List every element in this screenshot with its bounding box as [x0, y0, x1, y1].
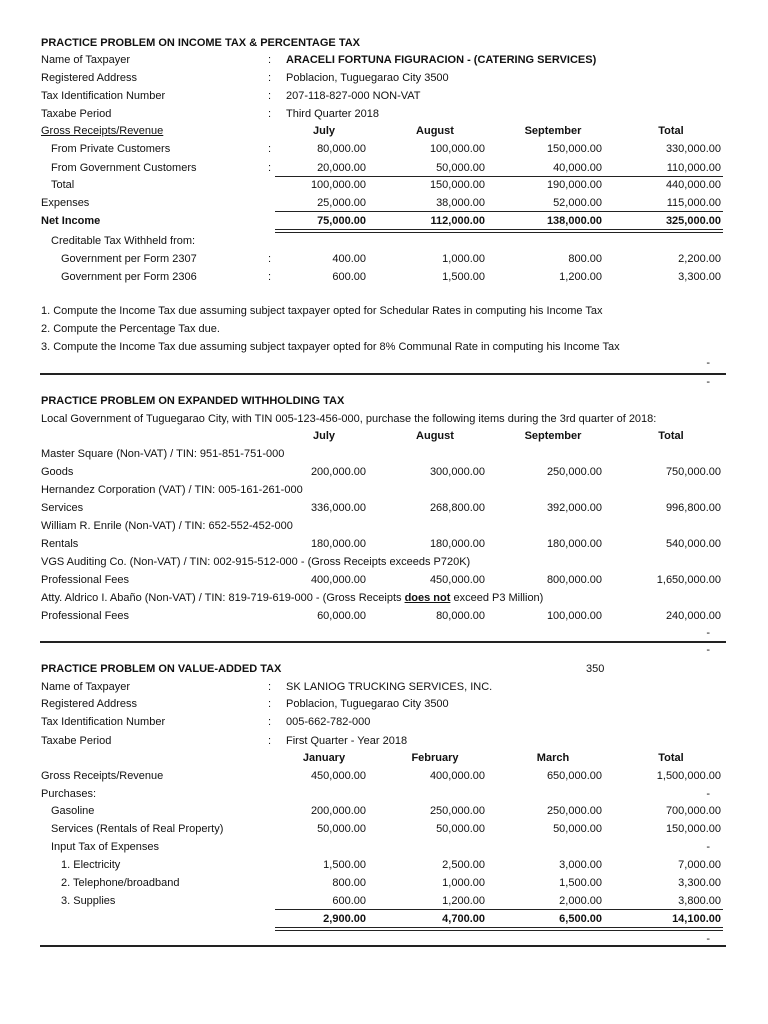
- label-taxpayer-name: Name of Taxpayer: [41, 54, 131, 66]
- cell: 50,000.00: [553, 823, 602, 835]
- label-taxpayer-name: Name of Taxpayer: [41, 681, 131, 693]
- side-number: 350: [586, 663, 605, 675]
- label-tin: Tax Identification Number: [41, 90, 166, 102]
- cell: 1,200.00: [559, 271, 602, 283]
- registered-address: Poblacion, Tuguegarao City 3500: [286, 72, 449, 84]
- label-form-2307: Government per Form 2307: [61, 253, 197, 265]
- cell: 3,000.00: [559, 859, 602, 871]
- cell: 190,000.00: [546, 179, 602, 191]
- label-registered-address: Registered Address: [41, 698, 137, 710]
- cell: 400.00: [332, 253, 366, 265]
- col-header-september: September: [524, 125, 582, 137]
- cell: 150,000.00: [546, 143, 602, 155]
- cell: 1,500,000.00: [656, 770, 721, 782]
- cell: 112,000.00: [430, 215, 485, 227]
- col-header-total: Total: [658, 430, 684, 442]
- cell: 25,000.00: [317, 197, 366, 209]
- label-input-tax: Input Tax of Expenses: [51, 841, 160, 853]
- cell: 2,500.00: [442, 859, 485, 871]
- dash-mark: -: [706, 376, 710, 388]
- dash-mark: -: [706, 841, 710, 853]
- cell: 1,000.00: [442, 877, 485, 889]
- taxpayer-name: ARACELI FORTUNA FIGURACION - (CATERING SERVICES): [286, 54, 597, 66]
- cell: 1,500.00: [559, 877, 602, 889]
- cell: 150,000.00: [665, 823, 721, 835]
- supplier-text: Atty. Aldrico I. Abaño (Non-VAT) / TIN: 819-719-619-000 - (Gross Receipts: [41, 592, 405, 604]
- colon: :: [268, 143, 272, 155]
- subtotal-rule: [275, 909, 723, 910]
- cell: 60,000.00: [317, 610, 366, 622]
- vat-title: PRACTICE PROBLEM ON VALUE-ADDED TAX: [41, 663, 282, 675]
- grand-total-rule: [275, 927, 723, 931]
- cell: 3,300.00: [678, 877, 721, 889]
- supplier-text: exceed P3 Million): [450, 592, 544, 604]
- registered-address: Poblacion, Tuguegarao City 3500: [286, 698, 449, 710]
- item-label: Professional Fees: [41, 574, 130, 586]
- cell: 50,000.00: [436, 162, 485, 174]
- cell: 400,000.00: [310, 574, 366, 586]
- item-label: Rentals: [41, 538, 79, 550]
- label-expenses: Expenses: [41, 197, 90, 209]
- supplier-line: VGS Auditing Co. (Non-VAT) / TIN: 002-915-512-000 - (Gross Receipts exceeds P720K): [41, 556, 471, 568]
- cell: 996,800.00: [665, 502, 721, 514]
- section-divider: [40, 945, 726, 947]
- dash-mark: -: [706, 357, 710, 369]
- cell: 240,000.00: [665, 610, 721, 622]
- dash-mark: -: [706, 933, 710, 945]
- cell: 600.00: [332, 895, 366, 907]
- cell: 38,000.00: [436, 197, 485, 209]
- cell: 3,300.00: [678, 271, 721, 283]
- col-header-total: Total: [658, 752, 684, 764]
- colon: :: [268, 716, 272, 728]
- cell: 700,000.00: [665, 805, 721, 817]
- dash-mark: -: [706, 644, 710, 656]
- colon: :: [268, 735, 272, 747]
- cell: 250,000.00: [429, 805, 485, 817]
- cell: 400,000.00: [429, 770, 485, 782]
- label-government-customers: From Government Customers: [51, 162, 197, 174]
- cell: 138,000.00: [546, 215, 602, 227]
- label-total: Total: [51, 179, 75, 191]
- cell: 1,500.00: [442, 271, 485, 283]
- cell: 330,000.00: [665, 143, 721, 155]
- cell: 650,000.00: [546, 770, 602, 782]
- section-divider: [40, 373, 726, 375]
- subtotal-rule: [275, 211, 723, 212]
- income-tax-title: PRACTICE PROBLEM ON INCOME TAX & PERCENTAGE TAX: [41, 37, 361, 49]
- cell: 50,000.00: [317, 823, 366, 835]
- label-gasoline: Gasoline: [51, 805, 95, 817]
- col-header-july: July: [312, 125, 335, 137]
- cell: 2,200.00: [678, 253, 721, 265]
- cell: 20,000.00: [317, 162, 366, 174]
- colon: :: [268, 271, 272, 283]
- item-label: Goods: [41, 466, 74, 478]
- cell: 268,800.00: [429, 502, 485, 514]
- cell: 7,000.00: [678, 859, 721, 871]
- cell: 450,000.00: [310, 770, 366, 782]
- cell: 600.00: [332, 271, 366, 283]
- label-taxable-period: Taxabe Period: [41, 108, 112, 120]
- cell: 2,000.00: [559, 895, 602, 907]
- cell: 80,000.00: [436, 610, 485, 622]
- item-label: Services: [41, 502, 84, 514]
- item-label: Professional Fees: [41, 610, 130, 622]
- colon: :: [268, 72, 272, 84]
- cell: 100,000.00: [310, 179, 366, 191]
- cell: 52,000.00: [553, 197, 602, 209]
- question-3: 3. Compute the Income Tax due assuming subject taxpayer opted for 8% Communal Rate in computing his Income Tax: [41, 341, 620, 353]
- label-net-income: Net Income: [41, 215, 101, 227]
- col-header-march: March: [536, 752, 570, 764]
- cell: 450,000.00: [429, 574, 485, 586]
- supplier-line: William R. Enrile (Non-VAT) / TIN: 652-552-452-000: [41, 520, 293, 532]
- label-creditable-tax: Creditable Tax Withheld from:: [51, 235, 196, 247]
- cell: 3,800.00: [678, 895, 721, 907]
- cell: 50,000.00: [436, 823, 485, 835]
- dash-mark: -: [706, 627, 710, 639]
- subtotal-rule: [275, 176, 723, 177]
- col-header-july: July: [312, 430, 335, 442]
- taxable-period: First Quarter - Year 2018: [286, 735, 408, 747]
- cell: 440,000.00: [665, 179, 721, 191]
- label-registered-address: Registered Address: [41, 72, 137, 84]
- taxpayer-name: SK LANIOG TRUCKING SERVICES, INC.: [286, 681, 493, 693]
- cell: 800.00: [332, 877, 366, 889]
- cell: 1,650,000.00: [656, 574, 721, 586]
- cell: 1,000.00: [442, 253, 485, 265]
- cell: 40,000.00: [553, 162, 602, 174]
- label-tin: Tax Identification Number: [41, 716, 166, 728]
- label-form-2306: Government per Form 2306: [61, 271, 197, 283]
- cell: 180,000.00: [310, 538, 366, 550]
- cell: 250,000.00: [546, 805, 602, 817]
- cell: 14,100.00: [672, 913, 721, 925]
- cell: 75,000.00: [317, 215, 366, 227]
- label-services-rentals: Services (Rentals of Real Property): [51, 823, 224, 835]
- cell: 180,000.00: [546, 538, 602, 550]
- supplier-line: Master Square (Non-VAT) / TIN: 951-851-751-000: [41, 448, 285, 460]
- colon: :: [268, 90, 272, 102]
- colon: :: [268, 108, 272, 120]
- colon: :: [268, 162, 272, 174]
- cell: 1,500.00: [323, 859, 366, 871]
- taxable-period: Third Quarter 2018: [286, 108, 379, 120]
- cell: 80,000.00: [317, 143, 366, 155]
- cell: 325,000.00: [665, 215, 721, 227]
- colon: :: [268, 54, 272, 66]
- cell: 300,000.00: [429, 466, 485, 478]
- cell: 100,000.00: [546, 610, 602, 622]
- cell: 800.00: [568, 253, 602, 265]
- cell: 4,700.00: [442, 913, 485, 925]
- section-divider: [40, 641, 726, 643]
- supplier-line: [41, 591, 543, 605]
- tin-value: 005-662-782-000: [286, 716, 371, 728]
- cell: 750,000.00: [665, 466, 721, 478]
- col-header-september: September: [524, 430, 582, 442]
- colon: :: [268, 698, 272, 710]
- label-supplies: 3. Supplies: [61, 895, 116, 907]
- cell: 100,000.00: [429, 143, 485, 155]
- label-purchases: Purchases:: [41, 788, 97, 800]
- cell: 336,000.00: [310, 502, 366, 514]
- ewt-title: PRACTICE PROBLEM ON EXPANDED WITHHOLDING TAX: [41, 395, 345, 407]
- cell: 180,000.00: [429, 538, 485, 550]
- cell: 150,000.00: [429, 179, 485, 191]
- col-header-august: August: [416, 125, 454, 137]
- label-private-customers: From Private Customers: [51, 143, 171, 155]
- ewt-intro: Local Government of Tuguegarao City, with TIN 005-123-456-000, purchase the following items during the 3rd quarter of 2018:: [41, 413, 657, 425]
- label-gross-receipts: Gross Receipts/Revenue: [41, 125, 164, 137]
- cell: 200,000.00: [310, 466, 366, 478]
- supplier-line: Hernandez Corporation (VAT) / TIN: 005-161-261-000: [41, 484, 303, 496]
- col-header-august: August: [416, 430, 454, 442]
- grand-total-rule: [275, 229, 723, 233]
- col-header-total: Total: [658, 125, 684, 137]
- col-header-january: January: [302, 752, 346, 764]
- cell: 1,200.00: [442, 895, 485, 907]
- cell: 250,000.00: [546, 466, 602, 478]
- label-taxable-period: Taxabe Period: [41, 735, 112, 747]
- cell: 2,900.00: [323, 913, 366, 925]
- label-telephone: 2. Telephone/broadband: [61, 877, 180, 889]
- col-header-february: February: [411, 752, 459, 764]
- dash-mark: -: [706, 788, 710, 800]
- tin-value: 207-118-827-000 NON-VAT: [286, 90, 421, 102]
- colon: :: [268, 681, 272, 693]
- cell: 110,000.00: [666, 162, 721, 174]
- supplier-emphasis: does not: [404, 592, 451, 604]
- cell: 200,000.00: [310, 805, 366, 817]
- cell: 800,000.00: [546, 574, 602, 586]
- question-1: 1. Compute the Income Tax due assuming subject taxpayer opted for Schedular Rates in computing his Income Tax: [41, 305, 603, 317]
- cell: 115,000.00: [666, 197, 721, 209]
- cell: 392,000.00: [546, 502, 602, 514]
- label-electricity: 1. Electricity: [61, 859, 121, 871]
- question-2: 2. Compute the Percentage Tax due.: [41, 323, 220, 335]
- cell: 6,500.00: [559, 913, 602, 925]
- colon: :: [268, 253, 272, 265]
- cell: 540,000.00: [665, 538, 721, 550]
- label-gross-receipts: Gross Receipts/Revenue: [41, 770, 164, 782]
